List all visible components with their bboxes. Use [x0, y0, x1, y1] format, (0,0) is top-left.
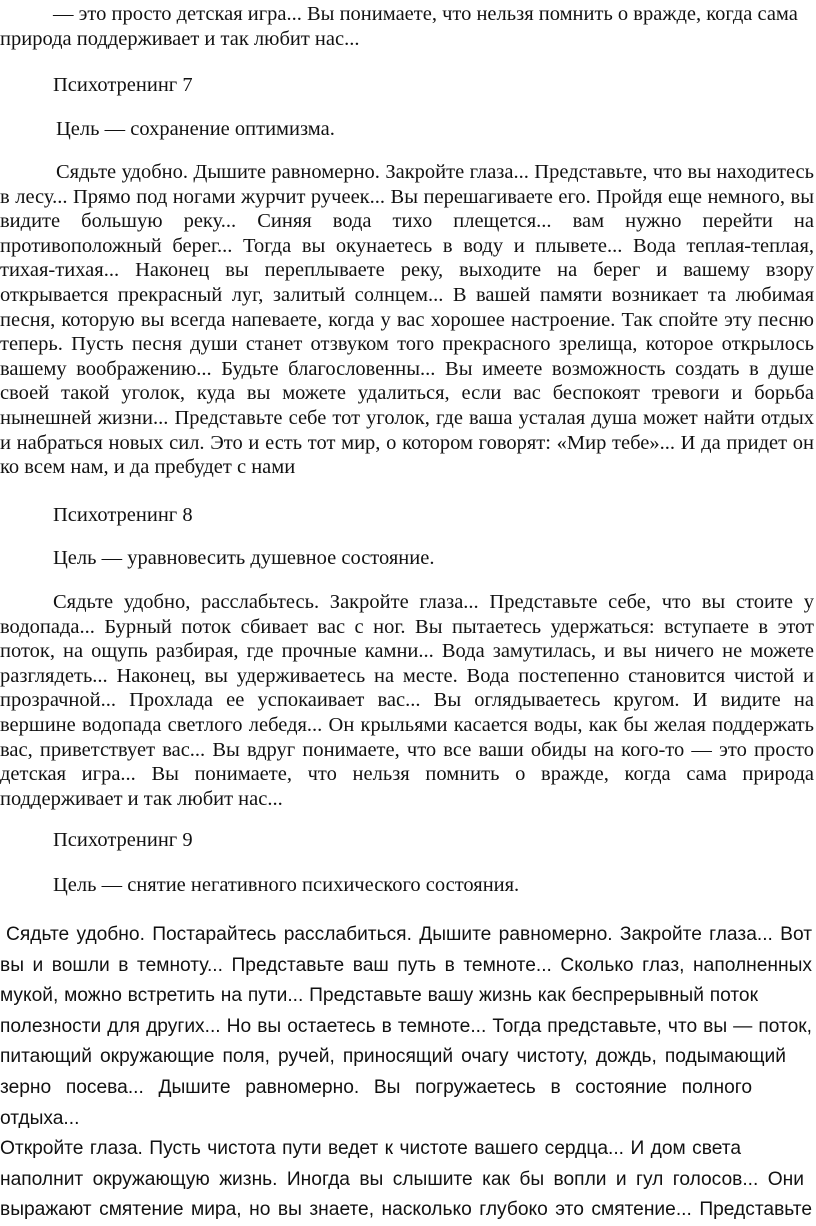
training9-title: Психотренинг 9 — [53, 829, 193, 851]
training8-text: Сядьте удобно, расслабьтесь. Закройте глаза... Представьте себе, что вы стоите у водопада... Бурный поток сбивает вас с ног. Вы пытаетесь удержаться: вступаете в этот поток, на ощупь разбирая, где прочные камни... Вода замутилась, и вы ничего не можете разглядеть... Наконец, вы удерживаетесь на месте. Вода постепенно становится чистой и прозрачной... Прохлада ее успокаивает вас... Вы оглядываетесь кругом. И видите на вершине водопада светлого лебедя... Он крыльями касается воды, как бы желая поддержать вас, приветствует вас... Вы вдруг понимаете, что все ваши обиды на кого-то — это просто детская игра... Вы понимаете, что нельзя помнить о вражде, когда сама природа поддерживает и так любит нас... — [0, 591, 814, 810]
training9-line: выражают смятение мира, но вы знаете, насколько глубоко это смятение... Представьте — [0, 1199, 812, 1221]
training8-goal: Цель — уравновесить душевное состояние. — [53, 547, 435, 569]
intro-line-1: — это просто детская игра... Вы понимаете, что нельзя помнить о вражде, когда сама — [53, 3, 798, 25]
training9-line: вы и вошли в темноту... Представьте ваш путь в темноте... Сколько глаз, наполненных — [0, 954, 812, 976]
training9-line: мукой, можно встретить на пути... Представьте вашу жизнь как беспрерывный поток — [0, 985, 758, 1007]
training7-goal: Цель — сохранение оптимизма. — [56, 118, 335, 140]
training9-line: зерно посева... Дышите равномерно. Вы погружаетесь в состояние полного отдыха... — [0, 1076, 752, 1129]
training9-line: Откройте глаза. Пусть чистота пути ведет к чистоте вашего сердца... И дом света — [0, 1138, 741, 1160]
intro-paragraph — [0, 2, 814, 51]
training9-text — [0, 920, 812, 1226]
training9-line: питающий окружающие поля, ручей, приносящий очагу чистоту, дождь, подымающий — [0, 1046, 786, 1068]
training7-title: Психотренинг 7 — [53, 74, 193, 96]
training9-line: полезности для других... Но вы остаетесь в темноте... Тогда представьте, что вы — поток, — [0, 1015, 812, 1037]
intro-line-2: природа поддерживает и так любит нас... — [0, 27, 360, 50]
training9-line: наполнит окружающую жизнь. Иногда вы слышите как бы вопли и гул голосов... Они — [0, 1168, 804, 1190]
training7-text: Сядьте удобно. Дышите равномерно. Закройте глаза... Представьте, что вы находитесь в лесу... Прямо под ногами журчит ручеек... Вы перешагиваете его. Пройдя еще немного, вы видите большую реку... Синяя вода тихо плещется... вам нужно перейти на противоположный берег... Тогда вы окунаетесь в воду и плывете... Вода теплая-теплая, тихая-тихая... Наконец вы переплываете реку, выходите на берег и вашему взору открывается прекрасный луг, залитый солнцем... В вашей памяти возникает та любимая песня, которую вы всегда напеваете, когда у вас хорошее настроение. Так спойте эту песню теперь. Пусть песня души станет отзвуком того прекрасного зрелища, которое открылось вашему воображению... Будьте благословенны... Вы имеете возможность создать в душе своей такой уголок, куда вы можете удалиться, если вас беспокоят тревоги и борьба нынешней жизни... Представьте себе тот уголок, где ваша усталая душа может найти отдых и набраться новых сил. Это и есть тот мир, о котором говорят: «Мир тебе»... И да придет он ко всем нам, и да пребудет с нами — [0, 161, 814, 479]
training8-title: Психотренинг 8 — [53, 504, 193, 526]
training9-goal: Цель — снятие негативного психического состояния. — [53, 874, 520, 896]
training9-line: Сядьте удобно. Постарайтесь расслабиться. Дышите равномерно. Закройте глаза... Вот — [6, 924, 812, 945]
